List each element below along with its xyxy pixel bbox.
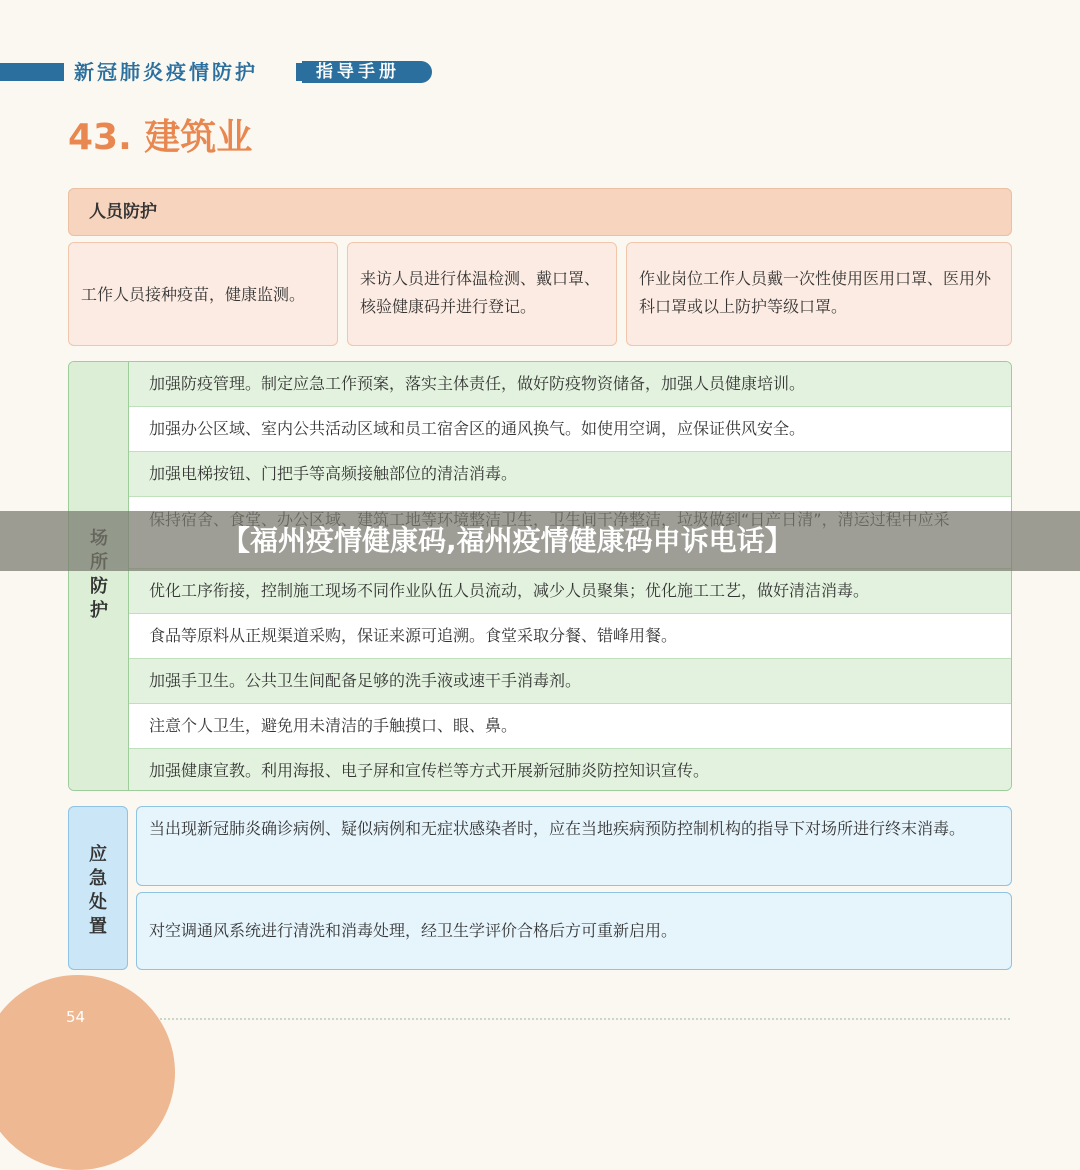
personal-protection-card: 来访人员进行体温检测、戴口罩、核验健康码并进行登记。 [347, 242, 617, 346]
guide-header [0, 56, 1080, 90]
overlay-banner [0, 511, 1080, 571]
overlay-banner-text: 【福州疫情健康码,福州疫情健康码申诉电话】 [222, 524, 793, 557]
site-protection-section [68, 361, 1012, 791]
guide-title: 新冠肺炎疫情防护 [74, 60, 258, 84]
page-number: 54 [66, 1008, 86, 1026]
personal-protection-card: 工作人员接种疫苗，健康监测。 [68, 242, 338, 346]
list-item: 加强防疫管理。制定应急工作预案，落实主体责任，做好防疫物资储备，加强人员健康培训。 [129, 362, 1011, 407]
personal-protection-card: 作业岗位工作人员戴一次性使用医用口罩、医用外科口罩或以上防护等级口罩。 [626, 242, 1012, 346]
emergency-label [69, 843, 127, 939]
site-protection-label-box [69, 362, 129, 791]
list-item: 注意个人卫生，避免用未清洁的手触摸口、眼、鼻。 [129, 704, 1011, 749]
list-item: 加强电梯按钮、门把手等高频接触部位的清洁消毒。 [129, 452, 1011, 497]
list-item: 优化工序衔接，控制施工现场不同作业队伍人员流动，减少人员聚集；优化施工工艺，做好清洁消毒。 [129, 569, 1011, 614]
site-label-char: 防 [90, 576, 108, 597]
emergency-label-char: 处 [89, 892, 107, 913]
site-label-char: 护 [90, 600, 108, 621]
list-item: 加强手卫生。公共卫生间配备足够的洗手液或速干手消毒剂。 [129, 659, 1011, 704]
list-item: 加强健康宣教。利用海报、电子屏和宣传栏等方式开展新冠肺炎防控知识宣传。 [129, 749, 1011, 791]
page-number-circle [0, 975, 175, 1170]
emergency-item: 当出现新冠肺炎确诊病例、疑似病例和无症状感染者时，应在当地疾病预防控制机构的指导下对场所进行终末消毒。 [136, 806, 1012, 886]
personal-protection-header: 人员防护 [68, 188, 1012, 236]
emergency-label-box [68, 806, 128, 970]
personal-protection-cards [68, 242, 1012, 346]
footer-dotted-line [160, 1018, 1010, 1022]
emergency-label-char: 置 [89, 916, 107, 937]
list-item: 食品等原料从正规渠道采购，保证来源可追溯。食堂采取分餐、错峰用餐。 [129, 614, 1011, 659]
manual-tag: 指导手册 [302, 61, 432, 83]
emergency-label-char: 应 [89, 844, 107, 865]
site-protection-list [129, 362, 1011, 791]
section-title: 43. 建筑业 [68, 117, 253, 158]
list-item: 加强办公区域、室内公共活动区域和员工宿舍区的通风换气。如使用空调，应保证供风安全。 [129, 407, 1011, 452]
emergency-item: 对空调通风系统进行清洗和消毒处理，经卫生学评价合格后方可重新启用。 [136, 892, 1012, 970]
header-accent-bar [0, 63, 64, 81]
emergency-label-char: 急 [89, 868, 107, 889]
